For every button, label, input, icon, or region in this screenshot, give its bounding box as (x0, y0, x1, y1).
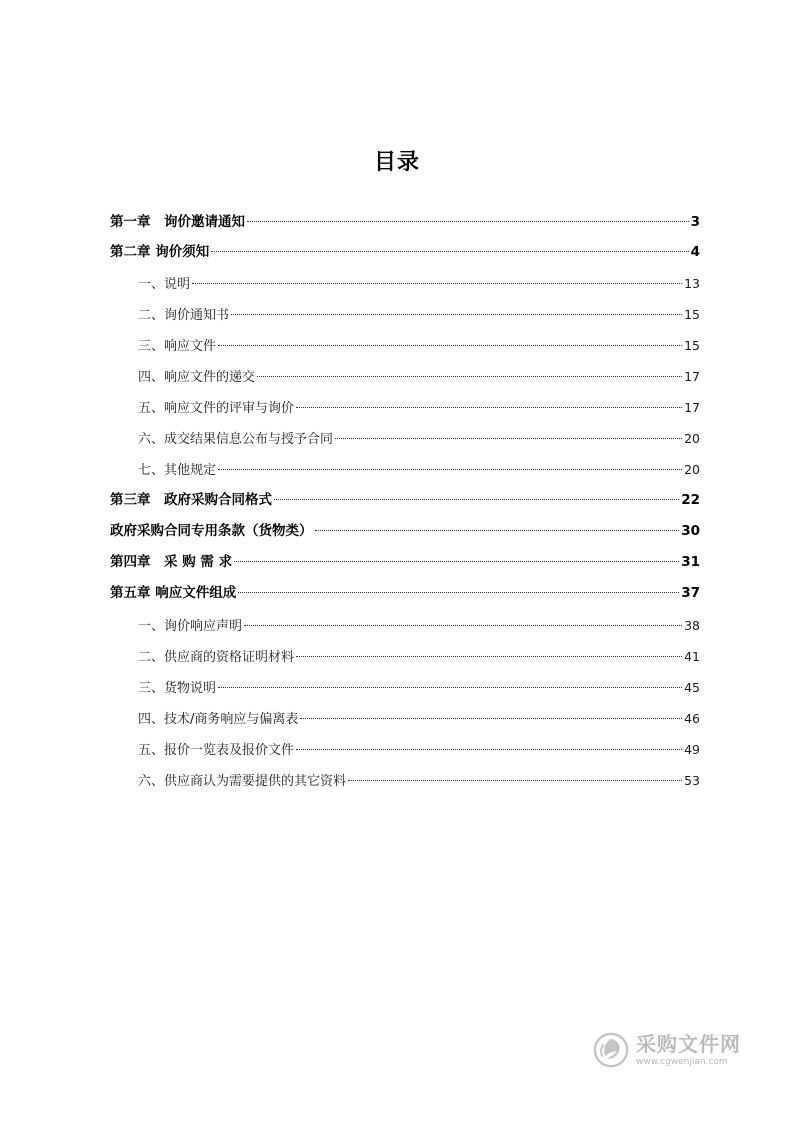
toc-entry-section[interactable] (138, 610, 700, 641)
toc-entry-section[interactable] (138, 734, 700, 765)
toc-entry-chapter-2[interactable] (110, 237, 700, 268)
watermark-site-url: www.cgwenjian.com (636, 1057, 728, 1067)
toc-page-number: 49 (684, 742, 700, 757)
toc-entry-label: 六、成交结果信息公布与授予合同 (138, 432, 334, 447)
toc-dot-leader (247, 221, 689, 222)
toc-entry-label: 第二章 询价须知 (110, 244, 210, 260)
toc-entry-label: 六、供应商认为需要提供的其它资料 (138, 774, 347, 789)
toc-entry-special-terms[interactable] (110, 516, 700, 547)
toc-entry-label: 五、报价一览表及报价文件 (138, 743, 295, 758)
watermark-site-name: 采购文件网 (636, 1032, 741, 1056)
toc-entry-section[interactable] (138, 765, 700, 796)
watermark (592, 1026, 762, 1074)
toc-page-number: 4 (690, 244, 700, 260)
toc-entry-chapter-3[interactable] (110, 485, 700, 516)
toc-entry-section[interactable] (138, 454, 700, 485)
toc-dot-leader (218, 469, 682, 470)
toc-entry-label: 第一章 询价邀请通知 (110, 214, 245, 230)
toc-entry-section[interactable] (138, 299, 700, 330)
toc-page-number: 45 (684, 680, 700, 695)
toc-entry-label: 一、询价响应声明 (138, 619, 243, 634)
toc-page-number: 3 (690, 214, 700, 230)
toc-dot-leader (348, 780, 682, 781)
toc-dot-leader (335, 438, 682, 439)
toc-entry-label: 三、响应文件 (138, 339, 217, 354)
toc-dot-leader (218, 687, 682, 688)
toc-page-number: 20 (684, 431, 700, 446)
toc-entry-label: 第三章 政府采购合同格式 (110, 492, 272, 508)
toc-entry-section[interactable] (138, 672, 700, 703)
toc-page-number: 31 (681, 554, 700, 570)
toc-page-number: 17 (684, 400, 700, 415)
toc-page-number: 41 (684, 649, 700, 664)
toc-entry-label: 第五章 响应文件组成 (110, 585, 237, 601)
toc-page-number: 17 (684, 369, 700, 384)
toc-dot-leader (300, 718, 682, 719)
toc-entry-section[interactable] (138, 268, 700, 299)
toc-dot-leader (274, 499, 679, 500)
toc-dot-leader (244, 625, 682, 626)
toc-dot-leader (231, 314, 682, 315)
toc-dot-leader (296, 749, 682, 750)
toc-entry-label: 四、响应文件的递交 (138, 370, 256, 385)
toc-dot-leader (257, 376, 682, 377)
toc-page-number: 13 (684, 276, 700, 291)
toc-dot-leader (211, 251, 688, 252)
toc-entry-chapter-1[interactable] (110, 207, 700, 238)
toc-dot-leader (238, 592, 679, 593)
toc-page-number: 20 (684, 462, 700, 477)
toc-page-number: 53 (684, 773, 700, 788)
toc-entry-label: 第四章 采 购 需 求 (110, 554, 233, 570)
toc-dot-leader (192, 283, 682, 284)
toc-entry-chapter-4[interactable] (110, 547, 700, 578)
toc-entry-label: 五、响应文件的评审与询价 (138, 401, 295, 416)
toc-page-number: 37 (681, 585, 700, 601)
toc-entry-section[interactable] (138, 392, 700, 423)
toc-dot-leader (315, 530, 680, 531)
toc-entry-label: 七、其他规定 (138, 463, 217, 478)
toc-page-number: 15 (684, 307, 700, 322)
toc-page-number: 30 (681, 523, 700, 539)
leaf-logo-icon (592, 1031, 630, 1069)
toc-page-number: 38 (684, 618, 700, 633)
toc-dot-leader (296, 656, 682, 657)
toc-dot-leader (218, 345, 682, 346)
page-title: 目录 (373, 150, 420, 175)
toc-entry-section[interactable] (138, 641, 700, 672)
toc-entry-section[interactable] (138, 423, 700, 454)
toc-page-number: 15 (684, 338, 700, 353)
toc-entry-label: 三、货物说明 (138, 681, 217, 696)
toc-entry-section[interactable] (138, 330, 700, 361)
toc-entry-label: 政府采购合同专用条款（货物类） (110, 523, 313, 539)
toc-entry-chapter-5[interactable] (110, 578, 700, 609)
toc-entry-label: 二、供应商的资格证明材料 (138, 650, 295, 665)
toc-entry-label: 一、说明 (138, 277, 191, 292)
toc-page-number: 22 (681, 492, 700, 508)
toc-entry-label: 四、技术/商务响应与偏离表 (138, 712, 299, 727)
toc-page-number: 46 (684, 711, 700, 726)
toc-entry-section[interactable] (138, 361, 700, 392)
toc-dot-leader (296, 407, 682, 408)
toc-entry-section[interactable] (138, 703, 700, 734)
toc-dot-leader (234, 561, 679, 562)
toc-entry-label: 二、询价通知书 (138, 308, 230, 323)
